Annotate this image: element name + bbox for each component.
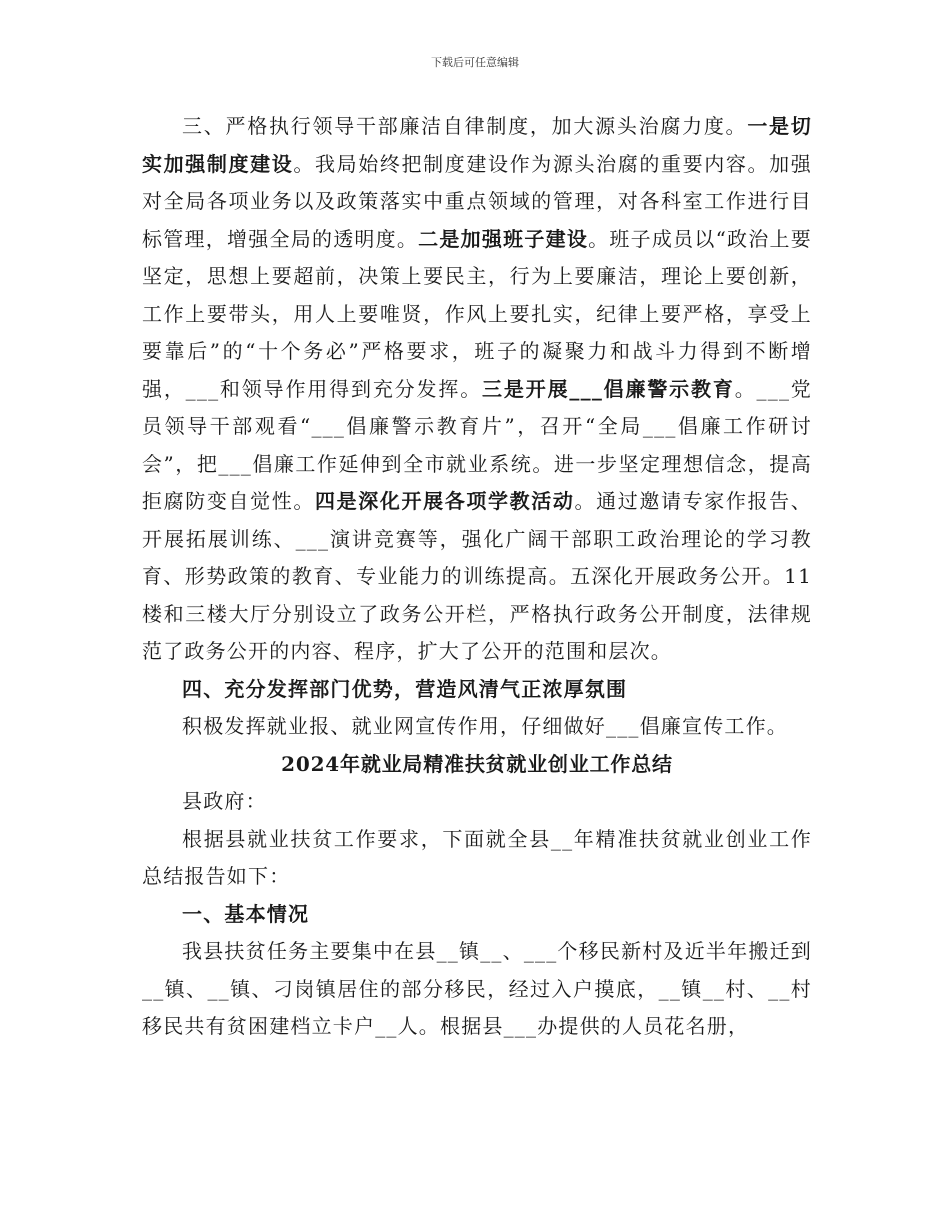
section-heading-4: 四、充分发挥部门优势，营造风清气正浓厚氛围 <box>182 676 628 701</box>
text-run: 。通过邀请专家作报告、开展拓展训练、___演讲竞赛等，强化广阔干部职工政治理论的学习教育、形势政策的教育、专业能力的训练提高。五深化开展政务公开。11楼和三楼大厅分别设立了政务公开栏，严格执行政务公开制度，法律规范了政务公开的内容、程序，扩大了公开的范围和层次。 <box>142 489 812 663</box>
paragraph-publicity: 积极发挥就业报、就业网宣传作用，仔细做好___倡廉宣传工作。 <box>182 714 788 738</box>
bold-phrase: 二是加强班子建设 <box>418 226 589 251</box>
bold-phrase: 四是深化开展各项学教活动 <box>315 489 575 513</box>
text-run: 。我局始终把制度建设作为源头治腐的重要内容。加强对全局各项业务以及政策落实中重点领域的管理，对各科室工作进行目标管理，增强全局的透明度。 <box>142 151 812 251</box>
header-note: 下载后可任意编辑 <box>431 56 519 69</box>
paragraph-basic-situation: 我县扶贫任务主要集中在县__镇__、___个移民新村及近半年搬迁到__镇、__镇、刁岗镇居住的部分移民，经过入户摸底，__镇__村、__村移民共有贫困建档立卡户__人。根据县___办提供的人员花名册， <box>142 939 812 1038</box>
bold-phrase: 三是开展___倡廉警示教育 <box>482 376 735 401</box>
salutation: 县政府： <box>182 789 267 813</box>
document-body <box>142 108 812 1046</box>
document-title: 2024年就业局精准扶贫就业创业工作总结 <box>281 751 673 776</box>
section-heading-1: 一、基本情况 <box>182 901 310 926</box>
text-run: 三、严格执行领导干部廉洁自律制度，加大源头治腐力度。 <box>182 114 748 138</box>
paragraph-intro: 根据县就业扶贫工作要求，下面就全县__年精准扶贫就业创业工作总结报告如下： <box>142 826 812 888</box>
bold-phrase: 一是切实加强制度建设 <box>142 114 812 176</box>
paragraph-discipline <box>142 108 812 671</box>
text-run: 。___党员领导干部观看“___倡廉警示教育片”，召开“全局___倡廉工作研讨会”，把___倡廉工作延伸到全市就业系统。进一步坚定理想信念，提高拒腐防变自觉性。 <box>142 376 813 513</box>
text-run: 。班子成员以“政治上要坚定，思想上要超前，决策上要民主，行为上要廉洁，理论上要创新，工作上要带头，用人上要唯贤，作风上要扎实，纪律上要严格，享受上要靠后”的“十个务必”严格要求，班子的凝聚力和战斗力得到不断增强，___和领导作用得到充分发挥。 <box>142 226 812 401</box>
